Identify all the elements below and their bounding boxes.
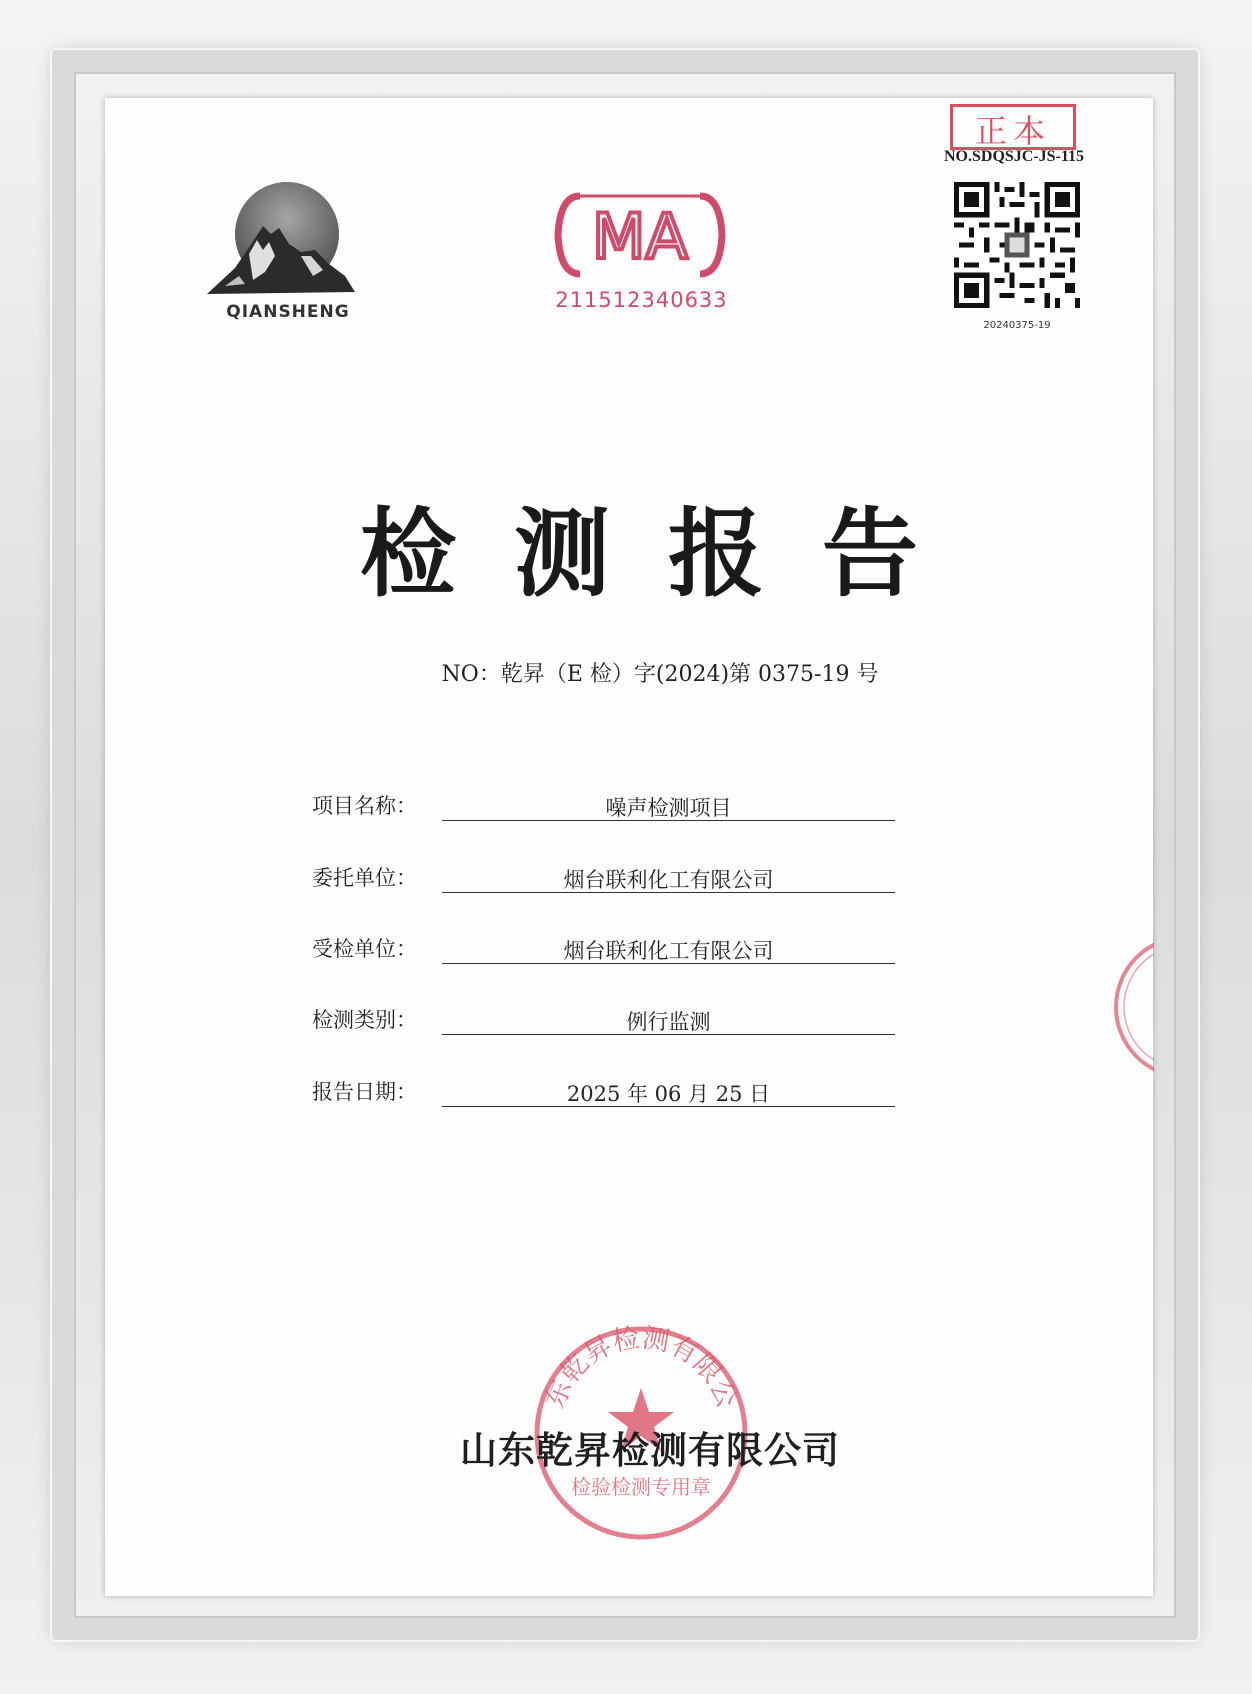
partial-seal xyxy=(1108,932,1154,1082)
field-label: 受检单位： xyxy=(312,937,417,961)
original-copy-stamp-text: 正本 xyxy=(974,112,1051,150)
field-report-date xyxy=(312,1076,912,1110)
field-label: 项目名称： xyxy=(312,794,417,818)
field-label: 委托单位： xyxy=(312,866,417,890)
field-underline xyxy=(442,1106,895,1107)
field-underline xyxy=(442,1034,895,1035)
field-value: 噪声检测项目 xyxy=(605,796,732,820)
ma-number: 211512340633 xyxy=(555,288,728,312)
report-title: 检测报告 xyxy=(360,497,976,610)
field-project-name xyxy=(312,790,912,824)
field-value: 烟台联利化工有限公司 xyxy=(563,868,774,892)
field-client xyxy=(312,862,912,896)
ma-certification-mark xyxy=(550,188,730,283)
seal-top-text: 东乾昇检测有限公 xyxy=(539,1322,743,1413)
document-code: NO.SDQSJC-JS-115 xyxy=(944,148,1085,165)
seal-bottom-text: 检验检测专用章 xyxy=(571,1475,711,1499)
field-underline xyxy=(442,892,895,893)
field-test-category xyxy=(312,1004,912,1038)
logo-text: QIANSHENG xyxy=(226,302,350,322)
qr-code xyxy=(954,182,1080,308)
field-inspected-unit xyxy=(312,933,912,967)
field-label: 检测类别： xyxy=(312,1008,417,1032)
field-label: 报告日期： xyxy=(312,1080,417,1104)
field-value: 例行监测 xyxy=(626,1010,711,1034)
qr-caption: 20240375-19 xyxy=(983,320,1051,331)
issuing-company: 山东乾昇检测有限公司 xyxy=(460,1428,840,1472)
field-value: 烟台联利化工有限公司 xyxy=(563,939,774,963)
field-underline xyxy=(442,963,895,964)
field-value: 2025 年 06 月 25 日 xyxy=(566,1082,771,1106)
report-number: NO：乾昇（E 检）字(2024)第 0375-19 号 xyxy=(441,662,879,687)
field-underline xyxy=(442,820,895,821)
ma-mark-text: MA xyxy=(592,200,688,273)
